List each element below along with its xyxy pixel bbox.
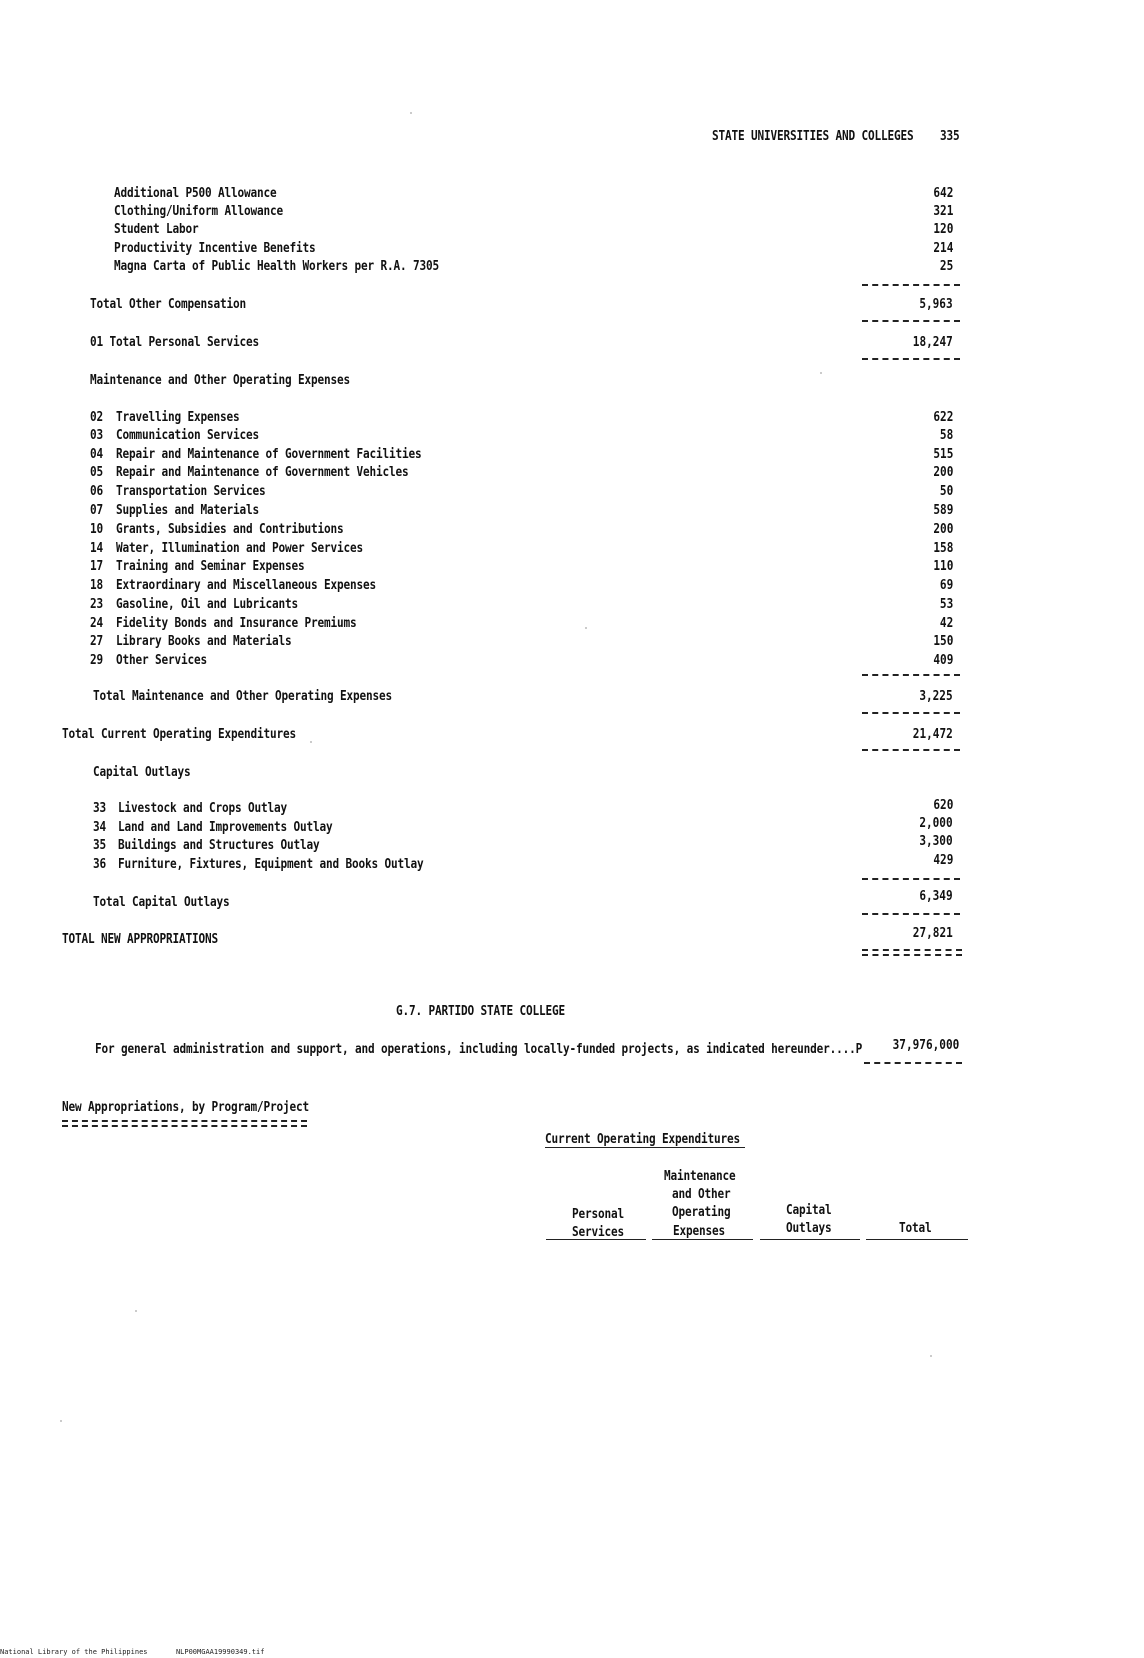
- col-capital-line-1: Capital: [786, 1202, 832, 1218]
- subtotal-rule: [862, 358, 960, 360]
- list-item-label: Water, Illumination and Power Services: [116, 540, 364, 556]
- scan-speck: [930, 1355, 932, 1357]
- list-item-label: Clothing/Uniform Allowance: [114, 203, 284, 219]
- col-total-underline: [866, 1239, 968, 1240]
- list-item-amount: 2,000: [919, 815, 953, 831]
- by-program-heading: New Appropriations, by Program/Project: [62, 1099, 310, 1115]
- subtotal-rule: [862, 913, 960, 915]
- col-total: Total: [899, 1220, 932, 1236]
- list-item-code: 36: [93, 856, 107, 872]
- total-new-appropriations-amount: 27,821: [912, 925, 953, 941]
- list-item-amount: 150: [932, 633, 953, 649]
- subtotal-rule: [862, 749, 960, 751]
- list-item-label: Magna Carta of Public Health Workers per R.A. 7305: [114, 258, 440, 274]
- total-capital-outlays-amount: 6,349: [919, 888, 953, 904]
- list-item-label: Transportation Services: [116, 483, 266, 499]
- list-item-label: Land and Land Improvements Outlay: [118, 819, 333, 835]
- subtotal-rule: [862, 878, 960, 880]
- col-personal-line-1: Personal: [572, 1206, 625, 1222]
- list-item-code: 05: [90, 464, 104, 480]
- list-item-code: 17: [90, 558, 104, 574]
- list-item-code: 04: [90, 446, 104, 462]
- col-mooe-underline: [652, 1239, 753, 1240]
- subtotal-rule: [862, 674, 960, 676]
- list-item-label: Other Services: [116, 652, 208, 668]
- list-item-code: 34: [93, 819, 107, 835]
- list-item-amount: 120: [932, 221, 953, 237]
- subtotal-rule: [862, 320, 960, 322]
- total-other-compensation-amount: 5,963: [919, 296, 953, 312]
- col-capital-line-2: Outlays: [786, 1220, 832, 1236]
- list-item-code: 06: [90, 483, 104, 499]
- scan-speck: [820, 372, 822, 374]
- total-personal-services-amount: 18,247: [912, 334, 953, 350]
- list-item-label: Repair and Maintenance of Government Vehicles: [116, 464, 409, 480]
- list-item-code: 27: [90, 633, 104, 649]
- list-item-amount: 53: [939, 596, 953, 612]
- col-personal-underline: [546, 1239, 646, 1240]
- col-mooe-line-1: Maintenance: [664, 1168, 736, 1184]
- purpose-amount: 37,976,000: [892, 1037, 959, 1053]
- total-new-appropriations-label: TOTAL NEW APPROPRIATIONS: [62, 931, 219, 947]
- by-program-double-rule: [62, 1120, 307, 1122]
- section-title: G.7. PARTIDO STATE COLLEGE: [396, 1003, 566, 1019]
- list-item-code: 18: [90, 577, 104, 593]
- list-item-amount: 50: [939, 483, 953, 499]
- grand-total-double-rule: [862, 949, 962, 951]
- list-item-code: 29: [90, 652, 104, 668]
- current-operating-heading: Current Operating Expenditures: [545, 1131, 741, 1147]
- total-mooe-amount: 3,225: [919, 688, 953, 704]
- list-item-code: 07: [90, 502, 104, 518]
- col-capital-underline: [760, 1239, 860, 1240]
- list-item-code: 14: [90, 540, 104, 556]
- scan-speck: [60, 1420, 62, 1422]
- list-item-label: Student Labor: [114, 221, 199, 237]
- list-item-amount: 158: [932, 540, 953, 556]
- list-item-label: Travelling Expenses: [116, 409, 240, 425]
- total-mooe-label: Total Maintenance and Other Operating Expenses: [93, 688, 393, 704]
- list-item-amount: 25: [939, 258, 953, 274]
- footer-library: National Library of the Philippines: [0, 1648, 148, 1656]
- capital-outlays-heading: Capital Outlays: [93, 764, 191, 780]
- list-item-amount: 200: [932, 464, 953, 480]
- list-item-amount: 3,300: [919, 833, 953, 849]
- col-mooe-line-4: Expenses: [673, 1223, 726, 1239]
- purpose-text: For general administration and support, and operations, including locally-funded projects, as indicated hereunder....P: [95, 1041, 863, 1057]
- list-item-code: 24: [90, 615, 104, 631]
- running-title: STATE UNIVERSITIES AND COLLEGES: [712, 128, 914, 144]
- list-item-label: Extraordinary and Miscellaneous Expenses: [116, 577, 377, 593]
- list-item-label: Fidelity Bonds and Insurance Premiums: [116, 615, 357, 631]
- list-item-label: Additional P500 Allowance: [114, 185, 277, 201]
- list-item-code: 23: [90, 596, 104, 612]
- list-item-amount: 58: [939, 427, 953, 443]
- list-item-amount: 622: [932, 409, 953, 425]
- list-item-label: Furniture, Fixtures, Equipment and Books Outlay: [118, 856, 424, 872]
- list-item-label: Communication Services: [116, 427, 260, 443]
- list-item-amount: 214: [932, 240, 953, 256]
- list-item-label: Productivity Incentive Benefits: [114, 240, 316, 256]
- list-item-code: 35: [93, 837, 107, 853]
- list-item-amount: 642: [932, 185, 953, 201]
- scan-speck: [410, 112, 412, 114]
- scan-speck: [585, 627, 587, 629]
- list-item-amount: 42: [939, 615, 953, 631]
- list-item-label: Buildings and Structures Outlay: [118, 837, 320, 853]
- list-item-amount: 515: [932, 446, 953, 462]
- total-personal-services-label: 01 Total Personal Services: [90, 334, 260, 350]
- total-other-compensation-label: Total Other Compensation: [90, 296, 247, 312]
- scan-speck: [310, 741, 312, 743]
- footer-file-id: NLP00MGAA19990349.tif: [175, 1648, 265, 1656]
- col-mooe-line-2: and Other: [672, 1186, 731, 1202]
- list-item-amount: 409: [932, 652, 953, 668]
- heading-underline: [545, 1147, 745, 1148]
- list-item-label: Gasoline, Oil and Lubricants: [116, 596, 299, 612]
- list-item-amount: 620: [932, 797, 953, 813]
- list-item-label: Repair and Maintenance of Government Facilities: [116, 446, 422, 462]
- list-item-amount: 321: [932, 203, 953, 219]
- footer: [0, 1649, 264, 1656]
- list-item-amount: 429: [932, 852, 953, 868]
- list-item-label: Grants, Subsidies and Contributions: [116, 521, 344, 537]
- total-capital-outlays-label: Total Capital Outlays: [93, 894, 230, 910]
- list-item-label: Library Books and Materials: [116, 633, 292, 649]
- list-item-amount: 69: [939, 577, 953, 593]
- list-item-amount: 589: [932, 502, 953, 518]
- purpose-amount-rule: [864, 1062, 962, 1064]
- list-item-label: Training and Seminar Expenses: [116, 558, 305, 574]
- subtotal-rule: [862, 284, 960, 286]
- list-item-amount: 200: [932, 521, 953, 537]
- col-personal-line-2: Services: [572, 1224, 625, 1240]
- list-item-code: 33: [93, 800, 107, 816]
- list-item-amount: 110: [932, 558, 953, 574]
- list-item-label: Supplies and Materials: [116, 502, 260, 518]
- total-current-operating-amount: 21,472: [912, 726, 953, 742]
- list-item-label: Livestock and Crops Outlay: [118, 800, 288, 816]
- list-item-code: 10: [90, 521, 104, 537]
- subtotal-rule: [862, 712, 960, 714]
- mooe-heading: Maintenance and Other Operating Expenses: [90, 372, 351, 388]
- scan-speck: [135, 1310, 137, 1312]
- total-current-operating-label: Total Current Operating Expenditures: [62, 726, 297, 742]
- list-item-code: 03: [90, 427, 104, 443]
- list-item-code: 02: [90, 409, 104, 425]
- page-number: 335: [940, 128, 960, 144]
- col-mooe-line-3: Operating: [672, 1204, 731, 1220]
